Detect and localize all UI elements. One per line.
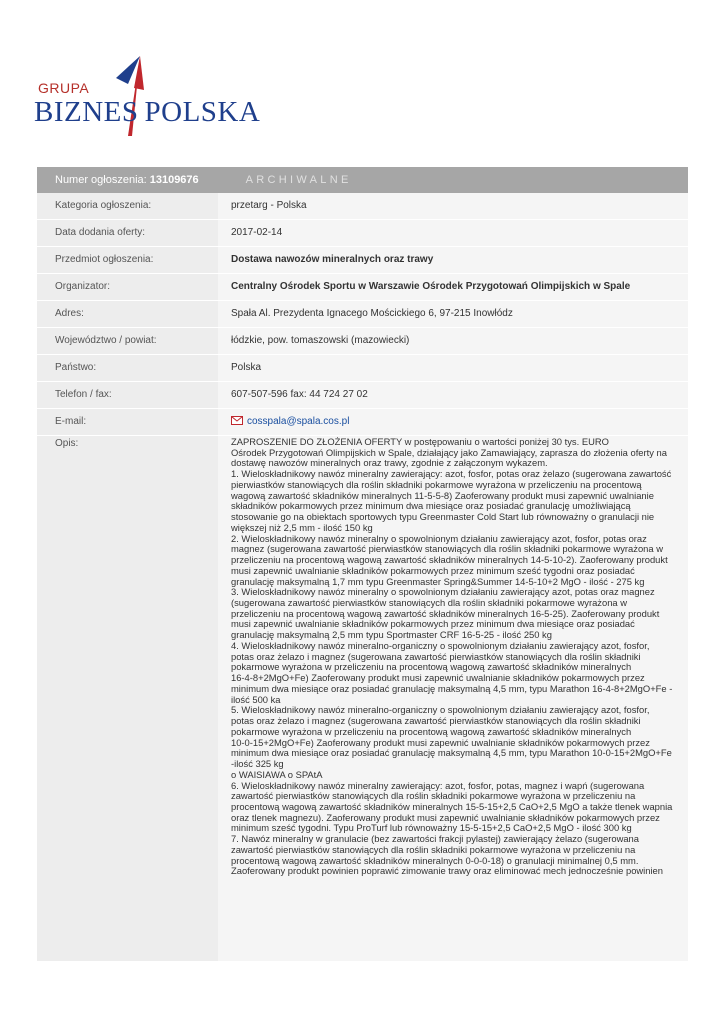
listing-number-label: Numer ogłoszenia:: [55, 174, 147, 186]
logo-top-word: GRUPA: [38, 80, 90, 96]
description-line: 7. Nawóz mineralny w granulacie (bez zawartości frakcji pylastej) zawierający żelazo (sugerowana: [231, 833, 639, 845]
field-label: Opis:: [37, 436, 218, 961]
field-label: Data dodania oferty:: [37, 220, 218, 246]
envelope-icon: [231, 416, 243, 425]
field-row: [37, 355, 688, 382]
description-line: przeliczeniu na procentową wagową zawartość składników mineralnych 16-5-25). Zaoferowany produkt: [231, 607, 660, 619]
fields-list: [37, 193, 688, 409]
description-line: dostawę nawozów mineralnych oraz trawy, zgodnie z załączonym wykazem.: [231, 457, 548, 469]
description-line: potas oraz żelazo i magnez (sugerowana zawartość pierwiastków stanowiących dla roślin składniki: [231, 715, 641, 727]
field-label: Województwo / powiat:: [37, 328, 218, 354]
description-line: minimum dwa miesiące oraz posiadać granulację maksymalną 4,5 mm, typu Marathon 10-0-15+2MgO+Fe: [231, 747, 672, 759]
description-line: zawartość pierwiastków stanowiących dla roślin składniki pokarmowe wyrażona w przeliczeniu na: [231, 843, 636, 855]
description-line: większej niż 2,5 mm - ilość 150 kg: [231, 521, 373, 533]
description-line: minimum sześć tygodni. Typu ProTurf lub równoważny 15-5-15+2,5 CaO+2,5 MgO - ilość 300 kg: [231, 822, 632, 834]
field-value: Spała Al. Prezydenta Ignacego Mościckiego 6, 97-215 Inowłódz: [218, 301, 688, 327]
field-value: 2017-02-14: [218, 220, 688, 246]
field-label: Kategoria ogłoszenia:: [37, 193, 218, 219]
field-row: [37, 220, 688, 247]
description-line: przeliczeniu na procentową wagową zawartość składników mineralnych 14-5-10-2). Zaoferowany produkt: [231, 554, 668, 566]
description-line: procentową wagową zawartość składników mineralnych 15-5-15+2,5 CaO+2,5 MgO a także tlenek wapnia: [231, 800, 673, 812]
logo-brand: [34, 96, 260, 129]
description-line: musi zapewnić uwalnianie składników pokarmowych przez minimum dwa miesiące oraz posiadać: [231, 618, 635, 630]
field-value: [218, 409, 688, 435]
description-line: magnez (sugerowana zawartość pierwiastków stanowiących dla roślin składniki pokarmowe wyrażona w: [231, 543, 663, 555]
field-value: Polska: [218, 355, 688, 381]
listing-number: 13109676: [149, 174, 199, 186]
description-line: Ośrodek Przygotowań Olimpijskich w Spale, działający jako Zamawiający, zaprasza do złożenia oferty na: [231, 446, 667, 458]
description-line: 4. Wieloskładnikowy nawóz mineralno-organiczny o spowolnionym działaniu zawierający azot, fosfor,: [231, 639, 650, 651]
field-row: [37, 382, 688, 409]
field-row: [37, 247, 688, 274]
field-row-email: [37, 409, 688, 436]
description-line: zawartość pierwiastków stanowiących dla roślin składniki pokarmowe wyrażona w przeliczeniu na: [231, 790, 636, 802]
description-line: granulację maksymalną 1,7 mm typu Greenmaster Spring&Summer 14-5-10+2 MgO - ilość - 275 kg: [231, 575, 645, 587]
description-line: minimum dwa miesiące oraz posiadać granulację maksymalną 4,5 mm, typu Marathon 16-4-8+2MgO+Fe -: [231, 682, 673, 694]
field-value: Centralny Ośrodek Sportu w Warszawie Ośrodek Przygotowań Olimpijskich w Spale: [218, 274, 688, 300]
description-line: 10-0-15+2MgO+Fe) Zaoferowany produkt musi zapewnić uwalnianie składników pokarmowych przez: [231, 736, 650, 748]
description-line: stosowanie go na obiektach sportowych typu Greenmaster Cold Start lub równoważny o granulacji nie: [231, 511, 655, 523]
description-line: składników pokarmowych przez minimum dwa miesiące oraz posiadać granulację umożliwiającą: [231, 500, 631, 512]
field-value: Dostawa nawozów mineralnych oraz trawy: [218, 247, 688, 273]
field-value: 607-507-596 fax: 44 724 27 02: [218, 382, 688, 408]
field-label: Przedmiot ogłoszenia:: [37, 247, 218, 273]
field-label: E-mail:: [37, 409, 218, 435]
description-line: 5. Wieloskładnikowy nawóz mineralno-organiczny o spowolnionym działaniu zawierający azot, fosfor,: [231, 704, 650, 716]
description-line: 16-4-8+2MgO+Fe) Zaoferowany produkt musi zapewnić uwalnianie składników pokarmowych przez: [231, 672, 645, 684]
description-line: potas oraz żelazo i magnez (sugerowana zawartość pierwiastków stanowiących dla roślin składniki: [231, 650, 641, 662]
description-line: musi zapewnić uwalnianie składników pokarmowych przez minimum sześć tygodni oraz posiadać: [231, 564, 635, 576]
description-line: ilość 500 ka: [231, 693, 281, 705]
field-label: Organizator:: [37, 274, 218, 300]
field-row: [37, 193, 688, 220]
description-line: pokarmowe wyrażona w przeliczeniu na procentową wagową zawartość składników mineralnych: [231, 661, 632, 673]
field-row: [37, 301, 688, 328]
field-row: [37, 274, 688, 301]
field-label: Państwo:: [37, 355, 218, 381]
logo-brand-left: BIZNES: [34, 96, 139, 128]
archive-status-badge: ARCHIWALNE: [245, 174, 352, 186]
description-line: wagową zawartość składników mineralnych 11-5-5-8) Zaoferowany produkt musi zapewnić uwalnianie: [231, 489, 654, 501]
grupa-biznes-polska-logo: [34, 54, 261, 144]
description-line: pierwiastków stanowiących dla roślin składniki pokarmowe wyrażona w przeliczeniu na procentową: [231, 478, 642, 490]
description-line: o WAISIAWA o SPAtA: [231, 768, 323, 780]
field-row-description: [37, 436, 688, 962]
field-label: Adres:: [37, 301, 218, 327]
listing-header: [37, 167, 688, 193]
description-line: 1. Wieloskładnikowy nawóz mineralny zawierający: azot, fosfor, potas oraz żelazo (sugerowana zawartość: [231, 468, 672, 480]
field-value: łódzkie, pow. tomaszowski (mazowiecki): [218, 328, 688, 354]
description-line: 2. Wieloskładnikowy nawóz mineralny o spowolnionym działaniu zawierający azot, fosfor, potas oraz: [231, 532, 647, 544]
field-row: [37, 328, 688, 355]
field-label: Telefon / fax:: [37, 382, 218, 408]
description-line: ZAPROSZENIE DO ZŁOŻENIA OFERTY w postępowaniu o wartości poniżej 30 tys. EURO: [231, 436, 609, 447]
description-line: -ilość 325 kg: [231, 758, 284, 770]
logo-brand-right: POLSKA: [144, 96, 261, 128]
description-line: pokarmowe wyrażona w przeliczeniu na procentową wagową zawartość składników mineralnych: [231, 725, 632, 737]
description-line: granulację maksymalną 2,5 mm typu Sportmaster CRF 16-5-25 - ilość 250 kg: [231, 629, 552, 641]
field-value: przetarg - Polska: [218, 193, 688, 219]
email-link[interactable]: cosspala@spala.cos.pl: [247, 416, 350, 427]
listing-table: [37, 167, 688, 962]
description-line: Zaoferowany produkt powinien poprawić zimowanie trawy oraz eliminować mech jednocześnie powinien: [231, 865, 663, 877]
description-line: oraz tlenek magnezu). Zaoferowany produkt musi zapewnić uwalnianie składników pokarmowych przez: [231, 811, 660, 823]
description-line: procentową wagową zawartość składników mineralnych 0-0-0-18) o granulacji minimalnej 0,5 mm.: [231, 854, 639, 866]
description-line: 3. Wieloskładnikowy nawóz mineralny o spowolnionym działaniu zawierający azot, potas oraz magnez: [231, 586, 655, 598]
description-text: [218, 436, 688, 961]
description-line: (sugerowana zawartość pierwiastków stanowiących dla roślin składniki pokarmowe wyrażona w: [231, 597, 628, 609]
description-line: 6. Wieloskładnikowy nawóz mineralny zawierający: azot, fosfor, potas, magnez i wapń (sugerowana: [231, 779, 645, 791]
